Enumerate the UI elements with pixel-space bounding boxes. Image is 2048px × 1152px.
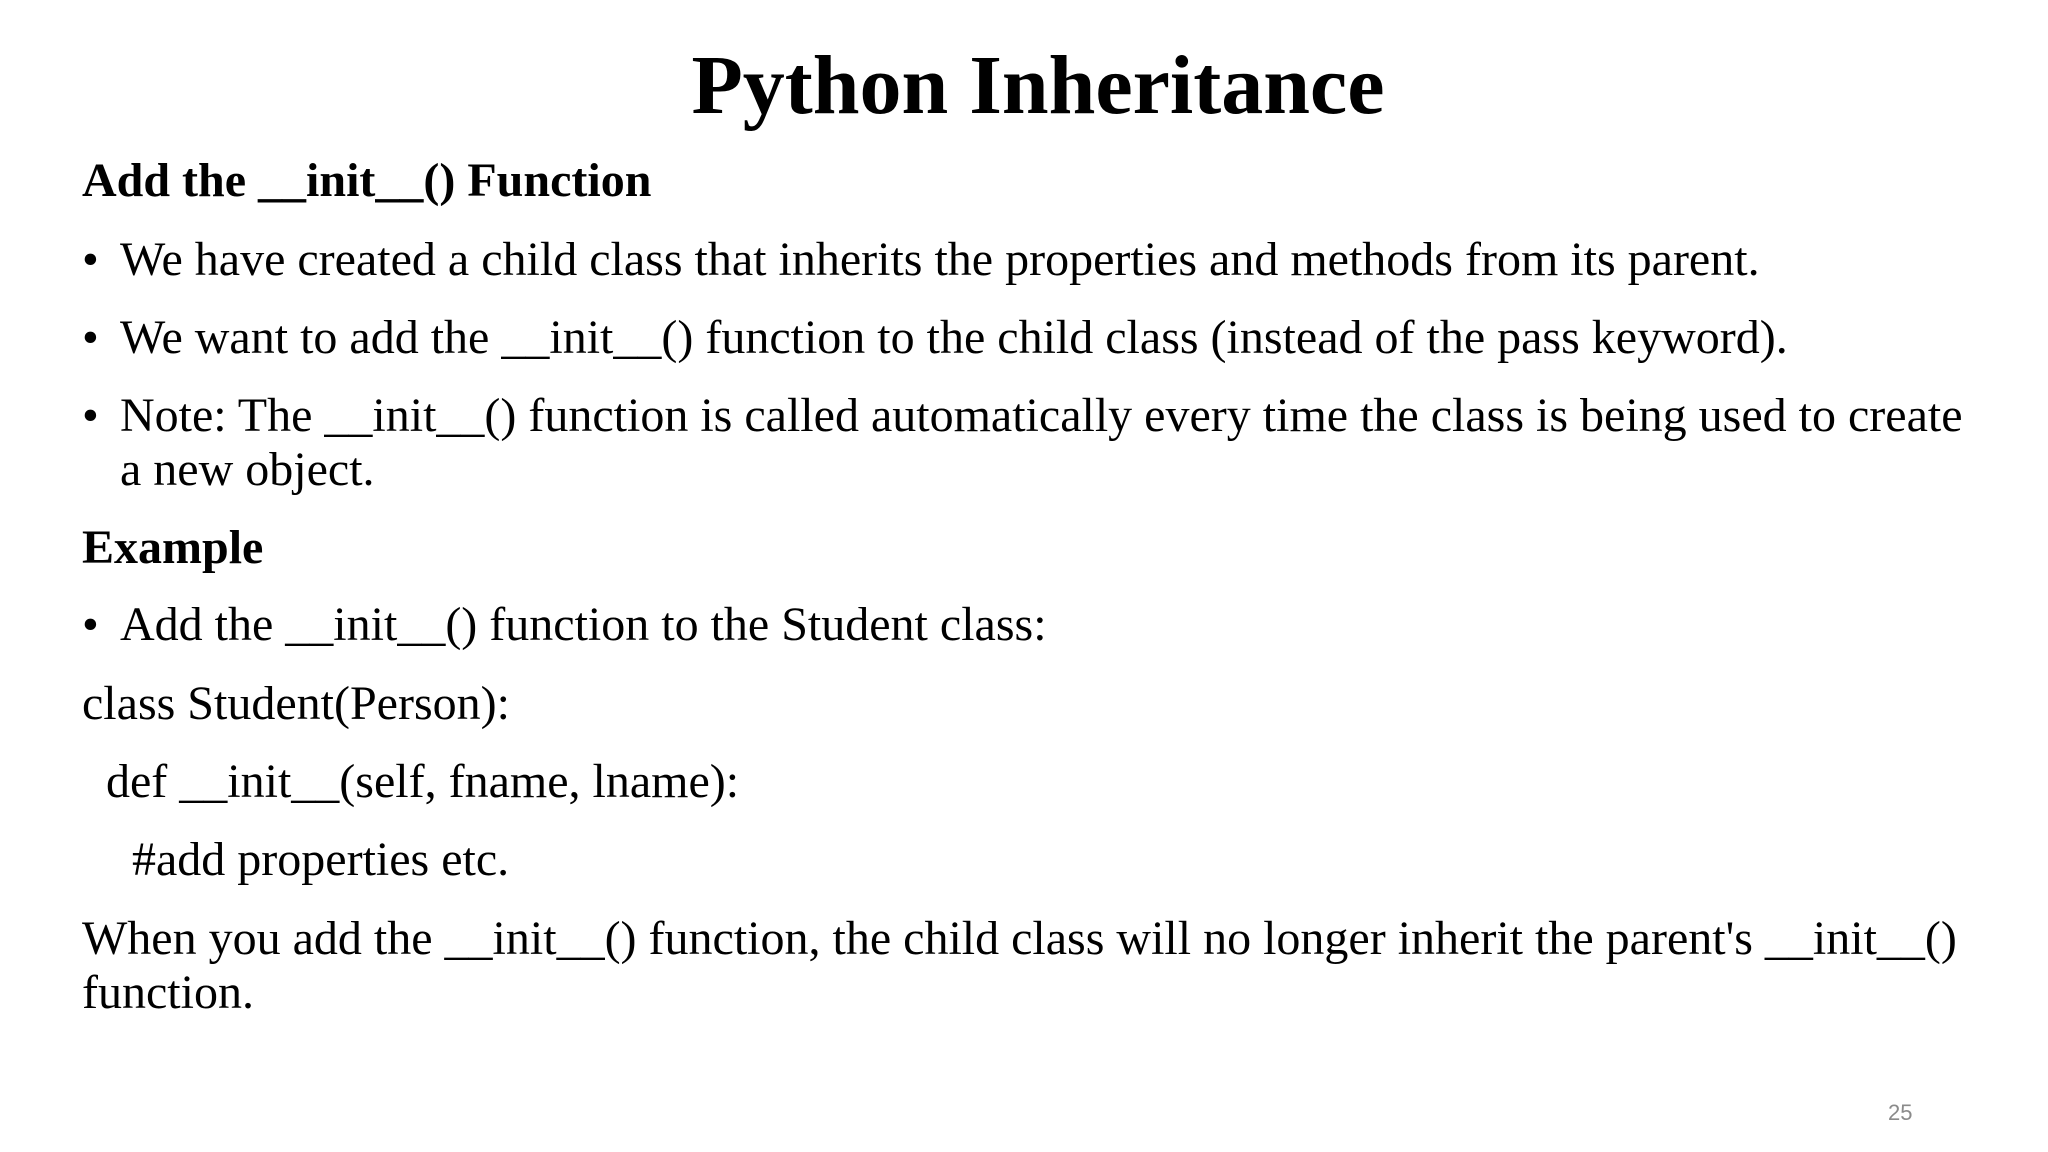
bullet-icon: • <box>82 598 99 651</box>
code-line-comment: #add properties etc. <box>132 833 510 886</box>
bullet-icon: • <box>82 389 99 442</box>
bullet-text: Note: The __init__() function is called automatically every time the class is being used to create a new object. <box>120 389 1963 496</box>
bullet-text: Add the __init__() function to the Student class: <box>120 598 1047 651</box>
bullet-text: We have created a child class that inherits the properties and methods from its parent. <box>120 233 1760 286</box>
page-number: 25 <box>1888 1100 1913 1125</box>
bullet-icon: • <box>82 311 99 364</box>
bullet-item <box>82 311 1982 365</box>
bullet-item <box>82 233 1982 287</box>
bullet-item <box>82 389 1982 497</box>
code-line-def: def __init__(self, fname, lname): <box>106 755 740 808</box>
bullet-item <box>82 598 1982 652</box>
section-heading-init: Add the __init__() Function <box>82 154 652 207</box>
bullet-text: We want to add the __init__() function to the child class (instead of the pass keyword). <box>120 311 1788 364</box>
closing-paragraph: When you add the __init__() function, the child class will no longer inherit the parent's __init__() function. <box>82 912 1957 1019</box>
code-line-class: class Student(Person): <box>82 677 510 730</box>
section-heading-example: Example <box>82 521 264 574</box>
slide-title: Python Inheritance <box>691 39 1385 132</box>
bullet-icon: • <box>82 233 99 286</box>
